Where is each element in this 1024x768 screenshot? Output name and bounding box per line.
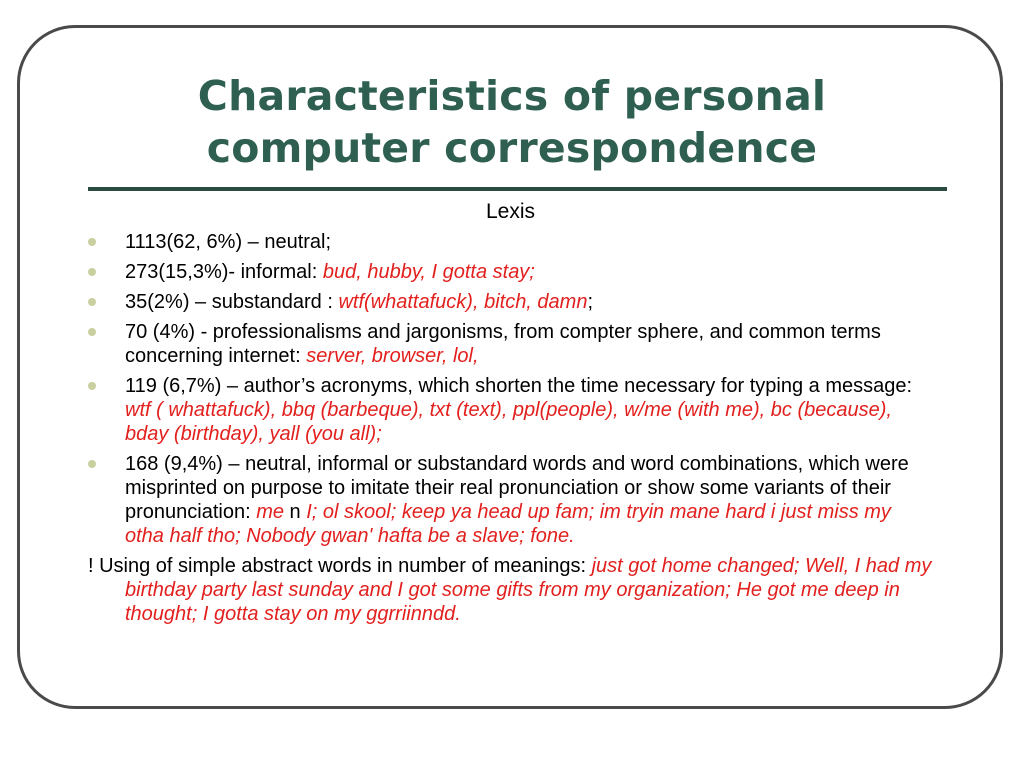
title-line-1: Characteristics of personal <box>197 72 827 120</box>
list-item <box>88 320 933 368</box>
item-example: I; ol skool; keep ya head up fam; im tryin mane hard i just miss my otha half tho; Nobody gwan' hafta be a slave; fone. <box>125 501 891 547</box>
list-item <box>88 290 933 314</box>
item-text: 35(2%) – substandard : <box>125 291 339 313</box>
title-line-2: computer correspondence <box>206 124 818 172</box>
bullet-icon <box>88 268 96 276</box>
item-text: 119 (6,7%) – author’s acronyms, which shorten the time necessary for typing a message: <box>125 375 913 397</box>
slide-title <box>60 70 964 174</box>
list-item <box>88 260 933 284</box>
item-text: 168 (9,4%) – neutral, informal or substandard words and word combinations, which were misprinted on purpose to imitate their real pronunciation or show some variants of their pronunciation: <box>125 453 909 523</box>
slide-body <box>88 200 933 626</box>
bullet-icon <box>88 328 96 336</box>
bullet-icon <box>88 460 96 468</box>
note-paragraph <box>88 554 933 626</box>
item-plain-mid: n <box>289 501 301 523</box>
list-item <box>88 452 933 548</box>
list-item <box>88 230 933 254</box>
list-item <box>88 374 933 446</box>
item-text: 273(15,3%)- informal: <box>125 261 323 283</box>
section-heading: Lexis <box>485 200 536 223</box>
bullet-icon <box>88 382 96 390</box>
note-example: just got home changed; Well, I had my birthday party last sunday and I got some gifts from my organization; He got me deep in thought; I gotta stay on my ggrriinndd. <box>125 555 932 625</box>
item-tail: ; <box>587 291 594 313</box>
bullet-icon <box>88 238 96 246</box>
item-text: 1113(62, 6%) – neutral; <box>125 231 332 253</box>
bullet-list <box>88 230 933 548</box>
item-example: me <box>256 501 290 523</box>
item-example: wtf(whattafuck), bitch, damn <box>338 291 588 313</box>
item-example: bud, hubby, I gotta stay; <box>322 261 535 283</box>
bullet-icon <box>88 298 96 306</box>
note-text: ! Using of simple abstract words in number of meanings: <box>88 555 592 577</box>
title-divider <box>88 187 947 191</box>
item-text: 70 (4%) - professionalisms and jargonisms, from compter sphere, and common terms concerning internet: <box>125 321 881 367</box>
item-example: server, browser, lol, <box>306 345 479 367</box>
item-example: wtf ( whattafuck), bbq (barbeque), txt (text), ppl(people), w/me (with me), bc (because), bday (birthday), yall (you all); <box>125 399 892 445</box>
